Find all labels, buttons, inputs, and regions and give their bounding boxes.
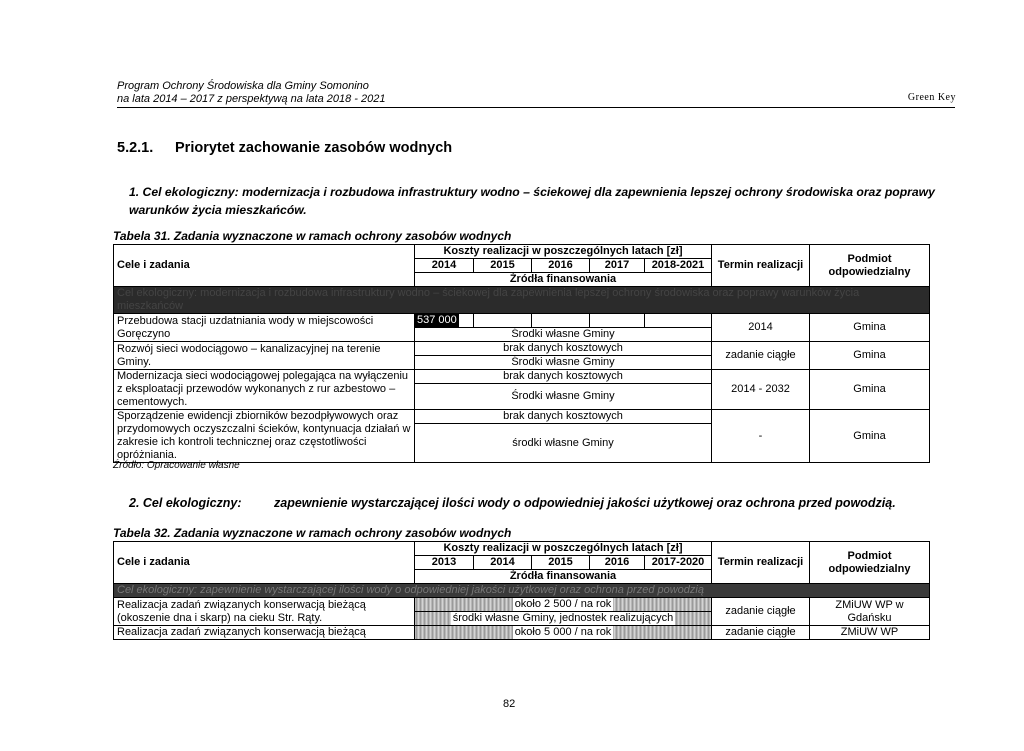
document-header: [117, 80, 385, 106]
goal-2-description: zapewnienie wystarczającej ilości wody o odpowiedniej jakości użytkowej oraz ochrona przed powodzią.: [274, 496, 896, 510]
table-row-term: 2014 - 2032: [712, 370, 810, 410]
table-32-year: 2016: [590, 556, 645, 570]
table-row-entity: Gmina: [810, 410, 930, 463]
header-divider: [117, 107, 955, 108]
table-row-task: Realizacja zadań związanych konserwacją bieżącą (okoszenie dna i skarp) na cieku Str. Rąty.: [114, 598, 415, 626]
table-row-funding: Środki własne Gminy: [415, 384, 712, 410]
table-31-header-term: Termin realizacji: [712, 245, 810, 287]
table-31-goal-band: Cel ekologiczny: modernizacja i rozbudowa infrastruktury wodno – ściekowej dla zapewnienia lepszej ochrony środowiska oraz poprawy warunków życia mieszkańców: [114, 287, 930, 314]
table-31-year: 2017: [590, 259, 645, 273]
table-31-year: 2016: [532, 259, 590, 273]
table-32-goal-band: Cel ekologiczny: zapewnienie wystarczającej ilości wody o odpowiedniej jakości użytkowej oraz ochrona przed powodzią: [114, 584, 930, 598]
table-row-task: Modernizacja sieci wodociągowej polegająca na wyłączeniu z eksploatacji przewodów wykonanych z rur azbestowo – cementowych.: [114, 370, 415, 410]
section-title: Priorytet zachowanie zasobów wodnych: [175, 140, 453, 156]
table-31-year: 2018-2021: [645, 259, 712, 273]
header-company: Green Key: [907, 92, 956, 103]
cost-value: 537 000: [417, 314, 457, 326]
table-row-cost: [415, 314, 474, 328]
table-31: [113, 244, 930, 463]
header-program-title: Program Ochrony Środowiska dla Gminy Somonino: [117, 80, 369, 92]
table-31-source: Źródło: Opracowanie własne: [113, 460, 240, 471]
table-32-header-entity: Podmiot odpowiedzialny: [810, 542, 930, 584]
header-program-period: na lata 2014 – 2017 z perspektywą na lata 2018 - 2021: [117, 93, 386, 105]
table-row-task: Przebudowa stacji uzdatniania wody w miejscowości Goręczyno: [114, 314, 415, 342]
table-row-term: -: [712, 410, 810, 463]
table-31-header-entity: Podmiot odpowiedzialny: [810, 245, 930, 287]
table-32-header-term: Termin realizacji: [712, 542, 810, 584]
table-row-cost: brak danych kosztowych: [415, 342, 712, 356]
table-32-header-funding: Źródła finansowania: [415, 570, 712, 584]
section-heading: [117, 140, 452, 156]
cost-value: około 2 500 / na rok: [514, 598, 612, 610]
table-32-header-costs: Koszty realizacji w poszczególnych latach [zł]: [415, 542, 712, 556]
table-row-cost: brak danych kosztowych: [415, 370, 712, 384]
table-row-term: zadanie ciągłe: [712, 626, 810, 640]
table-row-entity: ZMiUW WP w Gdańsku: [810, 598, 930, 626]
table-31-header-costs: Koszty realizacji w poszczególnych latach [zł]: [415, 245, 712, 259]
table-row-entity: ZMiUW WP: [810, 626, 930, 640]
table-row-cost: [415, 626, 712, 640]
table-row-cost: [415, 598, 712, 612]
table-31-year: 2015: [474, 259, 532, 273]
funding-value: środki własne Gminy, jednostek realizujących: [452, 612, 674, 624]
goal-2-label: 2. Cel ekologiczny:: [129, 496, 242, 510]
table-row-term: 2014: [712, 314, 810, 342]
table-31-header-tasks: Cele i zadania: [114, 245, 415, 287]
page-number: 82: [503, 698, 516, 710]
table-row-term: zadanie ciągłe: [712, 598, 810, 626]
goal-1-text: 1. Cel ekologiczny: modernizacja i rozbudowa infrastruktury wodno – ściekowej dla zapewnienia lepszej ochrony środowiska oraz poprawy warunków życia mieszkańców.: [129, 185, 935, 217]
table-32-year: 2013: [415, 556, 474, 570]
table-32-header-tasks: Cele i zadania: [114, 542, 415, 584]
table-32: [113, 541, 930, 640]
table-row-entity: Gmina: [810, 342, 930, 370]
table-row-entity: Gmina: [810, 314, 930, 342]
table-row-funding: środki własne Gminy: [415, 424, 712, 463]
section-number: 5.2.1.: [117, 140, 154, 156]
table-row-funding: [415, 612, 712, 626]
table-31-caption: Tabela 31. Zadania wyznaczone w ramach ochrony zasobów wodnych: [113, 229, 512, 243]
table-row-task: Rozwój sieci wodociągowo – kanalizacyjnej na terenie Gminy.: [114, 342, 415, 370]
cost-value: około 5 000 / na rok: [514, 626, 612, 638]
table-row-task: Realizacja zadań związanych konserwacją bieżącą: [114, 626, 415, 640]
table-32-caption: Tabela 32. Zadania wyznaczone w ramach ochrony zasobów wodnych: [113, 526, 512, 540]
table-row-cost: brak danych kosztowych: [415, 410, 712, 424]
table-row-funding: Środki własne Gminy: [415, 328, 712, 342]
table-32-year: 2014: [474, 556, 532, 570]
table-31-header-funding: Źródła finansowania: [415, 273, 712, 287]
table-31-year: 2014: [415, 259, 474, 273]
table-32-year: 2015: [532, 556, 590, 570]
table-row-funding: Środki własne Gminy: [415, 356, 712, 370]
table-row-entity: Gmina: [810, 370, 930, 410]
table-row-term: zadanie ciągłe: [712, 342, 810, 370]
table-row-task: Sporządzenie ewidencji zbiorników bezodpływowych oraz przydomowych oczyszczalni ścieków, kontynuacja działań w zakresie ich kontroli technicznej oraz częstotliwości opróżniania.: [114, 410, 415, 463]
table-32-year: 2017-2020: [645, 556, 712, 570]
goal-2-text: [129, 496, 896, 510]
